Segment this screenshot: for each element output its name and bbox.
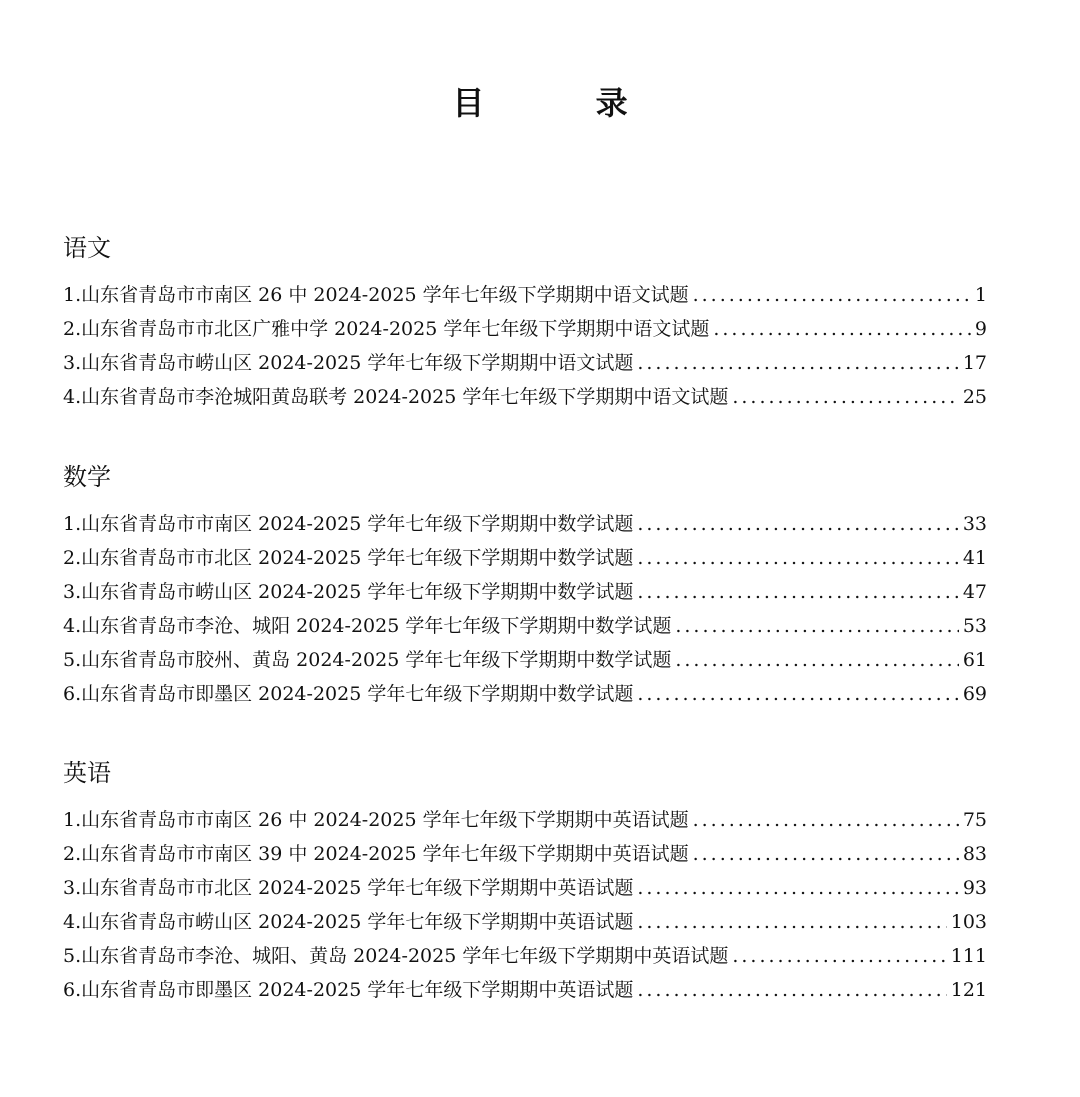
entry-title: 1.山东省青岛市市南区 26 中 2024-2025 学年七年级下学期期中英语试题 xyxy=(63,809,689,831)
entry-title: 3.山东省青岛市崂山区 2024-2025 学年七年级下学期期中数学试题 xyxy=(63,581,634,603)
section-chinese xyxy=(63,228,987,414)
dot-leader xyxy=(693,803,959,837)
dot-leader xyxy=(675,609,958,643)
entry-page: 103 xyxy=(950,911,987,933)
dot-leader xyxy=(637,905,946,939)
toc-entry[interactable] xyxy=(63,643,987,677)
dot-leader xyxy=(637,346,958,380)
toc-entry[interactable] xyxy=(63,973,987,1007)
dot-leader xyxy=(637,677,958,711)
section-heading: 语文 xyxy=(63,234,111,262)
entry-page: 33 xyxy=(962,513,987,535)
entry-title: 2.山东省青岛市市北区 2024-2025 学年七年级下学期期中数学试题 xyxy=(63,547,634,569)
entry-page: 111 xyxy=(950,945,987,967)
toc-entry[interactable] xyxy=(63,871,987,905)
dot-leader xyxy=(675,643,958,677)
entry-page: 53 xyxy=(962,615,987,637)
entry-title: 1.山东省青岛市市南区 26 中 2024-2025 学年七年级下学期期中语文试题 xyxy=(63,284,689,306)
dot-leader xyxy=(637,541,958,575)
dot-leader xyxy=(713,312,971,346)
entry-title: 5.山东省青岛市李沧、城阳、黄岛 2024-2025 学年七年级下学期期中英语试题 xyxy=(63,945,729,967)
toc-entry[interactable] xyxy=(63,575,987,609)
toc-entry[interactable] xyxy=(63,346,987,380)
dot-leader xyxy=(637,575,958,609)
toc-entry[interactable] xyxy=(63,507,987,541)
entry-title: 4.山东省青岛市崂山区 2024-2025 学年七年级下学期期中英语试题 xyxy=(63,911,634,933)
entry-title: 2.山东省青岛市市南区 39 中 2024-2025 学年七年级下学期期中英语试题 xyxy=(63,843,689,865)
entry-page: 75 xyxy=(962,809,987,831)
entry-page: 69 xyxy=(962,683,987,705)
toc-entry[interactable] xyxy=(63,905,987,939)
toc-entry[interactable] xyxy=(63,939,987,973)
dot-leader xyxy=(637,973,946,1007)
section-heading: 英语 xyxy=(63,759,111,787)
entry-title: 5.山东省青岛市胶州、黄岛 2024-2025 学年七年级下学期期中数学试题 xyxy=(63,649,672,671)
dot-leader xyxy=(693,278,971,312)
entry-title: 1.山东省青岛市市南区 2024-2025 学年七年级下学期期中数学试题 xyxy=(63,513,634,535)
entry-page: 93 xyxy=(962,877,987,899)
dot-leader xyxy=(693,837,959,871)
toc-entry[interactable] xyxy=(63,609,987,643)
dot-leader xyxy=(732,380,958,414)
entry-page: 61 xyxy=(962,649,987,671)
entry-page: 17 xyxy=(962,352,987,374)
toc-title: 目 录 xyxy=(452,84,678,122)
section-math xyxy=(63,457,987,711)
dot-leader xyxy=(637,507,958,541)
entry-title: 6.山东省青岛市即墨区 2024-2025 学年七年级下学期期中数学试题 xyxy=(63,683,634,705)
toc-entry[interactable] xyxy=(63,278,987,312)
entry-title: 4.山东省青岛市李沧、城阳 2024-2025 学年七年级下学期期中数学试题 xyxy=(63,615,672,637)
section-english xyxy=(63,753,987,1007)
entry-page: 41 xyxy=(962,547,987,569)
section-heading: 数学 xyxy=(63,463,111,491)
entry-page: 25 xyxy=(962,386,987,408)
entry-title: 3.山东省青岛市市北区 2024-2025 学年七年级下学期期中英语试题 xyxy=(63,877,634,899)
entry-page: 47 xyxy=(962,581,987,603)
toc-entry[interactable] xyxy=(63,312,987,346)
toc-entry[interactable] xyxy=(63,677,987,711)
entry-title: 6.山东省青岛市即墨区 2024-2025 学年七年级下学期期中英语试题 xyxy=(63,979,634,1001)
dot-leader xyxy=(637,871,958,905)
toc-entry[interactable] xyxy=(63,380,987,414)
toc-entry[interactable] xyxy=(63,837,987,871)
entry-title: 4.山东省青岛市李沧城阳黄岛联考 2024-2025 学年七年级下学期期中语文试题 xyxy=(63,386,729,408)
entry-page: 121 xyxy=(950,979,987,1001)
dot-leader xyxy=(732,939,946,973)
entry-page: 83 xyxy=(962,843,987,865)
entry-title: 3.山东省青岛市崂山区 2024-2025 学年七年级下学期期中语文试题 xyxy=(63,352,634,374)
entry-page: 9 xyxy=(974,318,987,340)
toc-entry[interactable] xyxy=(63,803,987,837)
toc-entry[interactable] xyxy=(63,541,987,575)
entry-page: 1 xyxy=(974,284,987,306)
entry-title: 2.山东省青岛市市北区广雅中学 2024-2025 学年七年级下学期期中语文试题 xyxy=(63,318,710,340)
